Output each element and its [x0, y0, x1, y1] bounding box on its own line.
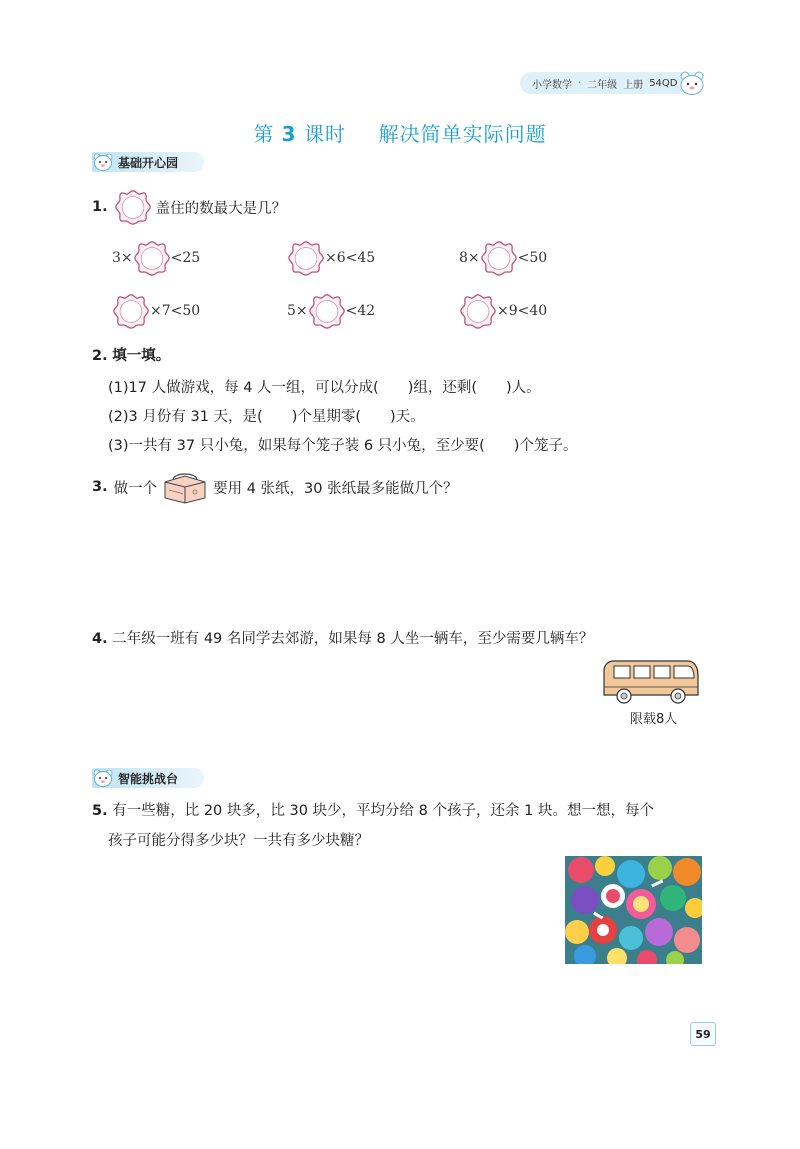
header-band [520, 72, 700, 94]
question-1-prompt [92, 188, 286, 226]
question-1-number: 1. [92, 199, 108, 215]
header-volume: 上册 [623, 79, 644, 91]
question-2-line-3: (3)一共有 37 只小兔，如果每个笼子装 6 只小兔，至少要( )个笼子。 [108, 438, 578, 454]
q1-inequality-3 [459, 239, 547, 277]
flower-blank-icon[interactable] [459, 292, 497, 330]
header-book: 小学数学 [532, 79, 572, 91]
header-edition: 54QD [649, 77, 678, 89]
question-2-text: 填一填。 [112, 348, 171, 364]
q1-item-1-left: 3× [112, 250, 133, 266]
section-tag-challenge [92, 768, 212, 788]
flower-blank-icon[interactable] [112, 292, 150, 330]
q1-item-6-right: ×9<40 [497, 303, 548, 319]
q1-inequality-5 [287, 292, 375, 330]
q1-item-4-right: ×7<50 [150, 303, 201, 319]
question-2-line-2: (2)3 月份有 31 天，是( )个星期零( )天。 [108, 409, 425, 425]
q1-item-3-right: <50 [517, 250, 548, 266]
header-grade: 二年级 [587, 79, 618, 91]
flower-blank-icon[interactable] [308, 292, 346, 330]
flower-cover-icon [114, 188, 152, 226]
q1-inequality-1 [112, 239, 200, 277]
lesson-prefix: 第 [253, 122, 275, 146]
van-icon [600, 657, 702, 707]
question-5-number: 5. [92, 803, 108, 819]
header-separator: · [578, 77, 582, 89]
q1-inequality-6 [459, 292, 547, 330]
flower-blank-icon[interactable] [287, 239, 325, 277]
van-caption: 限载8人 [630, 712, 678, 727]
paper-box-icon [159, 470, 211, 504]
bear-icon [92, 768, 114, 788]
question-5-text-1: 有一些糖，比 20 块多，比 30 块少，平均分给 8 个孩子，还余 1 块。想一想，每个 [112, 803, 654, 819]
lesson-suffix: 课时 [303, 122, 346, 146]
flower-blank-icon[interactable] [133, 239, 171, 277]
question-4-prompt [92, 627, 593, 648]
q1-item-3-left: 8× [459, 250, 480, 266]
question-5-line-2: 孩子可能分得多少块？一共有多少块糖？ [108, 833, 369, 849]
q1-item-5-left: 5× [287, 303, 308, 319]
question-3-text-post: 要用 4 张纸，30 张纸最多能做几个？ [213, 480, 458, 497]
q1-inequality-4 [112, 292, 200, 330]
question-3-prompt [92, 470, 458, 504]
question-2-number: 2. [92, 348, 108, 364]
bear-icon [92, 152, 114, 172]
q1-inequality-2 [287, 239, 375, 277]
lesson-number: 3 [281, 122, 297, 146]
candy-photo [565, 856, 702, 964]
question-4-number: 4. [92, 631, 108, 647]
lesson-name: 解决简单实际问题 [378, 122, 547, 146]
section-label-challenge: 智能挑战台 [118, 771, 179, 786]
question-2-prompt [92, 344, 170, 365]
page-number: 59 [690, 1022, 716, 1046]
q1-item-1-right: <25 [170, 250, 201, 266]
bear-mascot-icon [678, 70, 706, 96]
question-4-text: 二年级一班有 49 名同学去郊游，如果每 8 人坐一辆车，至少需要几辆车？ [112, 631, 594, 647]
question-3-text-pre: 做一个 [113, 480, 158, 497]
flower-blank-icon[interactable] [480, 239, 518, 277]
lesson-title [0, 118, 800, 147]
question-2-line-1: (1)17 人做游戏，每 4 人一组，可以分成( )组，还剩( )人。 [108, 380, 541, 396]
question-3-number: 3. [92, 479, 108, 495]
section-label-basic: 基础开心园 [118, 155, 179, 170]
q1-item-2-right: ×6<45 [325, 250, 376, 266]
question-1-text: 盖住的数最大是几？ [155, 200, 287, 217]
question-5-line-1 [92, 799, 654, 820]
section-tag-basic [92, 152, 212, 172]
q1-item-5-right: <42 [345, 303, 376, 319]
